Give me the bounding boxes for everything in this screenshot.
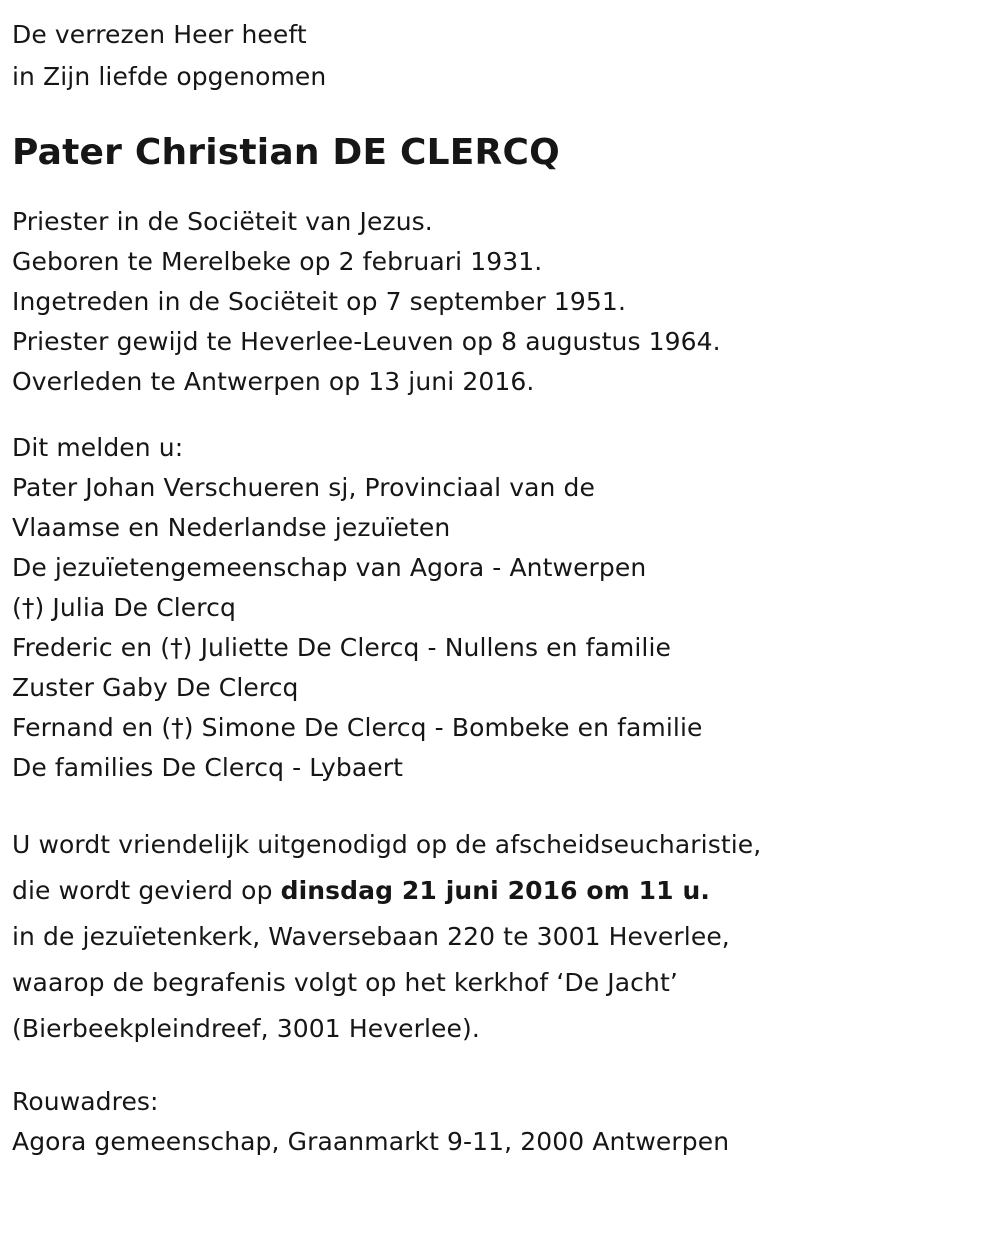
announcer-line: De families De Clercq - Lybaert xyxy=(12,753,404,782)
invitation-line-2 xyxy=(12,868,980,914)
invitation-datetime: dinsdag 21 juni 2016 om 11 u. xyxy=(280,876,710,905)
announcer-line: De jezuïetengemeenschap van Agora - Antwerpen xyxy=(12,553,647,582)
mourning-address-value: Agora gemeenschap, Graanmarkt 9-11, 2000 Antwerpen xyxy=(12,1127,730,1156)
announcement-intro: Dit melden u: xyxy=(12,433,184,462)
invitation-block xyxy=(12,822,980,1052)
invitation-line-3: in de jezuïetenkerk, Waversebaan 220 te 3001 Heverlee, xyxy=(12,922,730,951)
mourning-address-label: Rouwadres: xyxy=(12,1087,159,1116)
announcer-line: Frederic en (†) Juliette De Clercq - Nullens en familie xyxy=(12,633,672,662)
biography-line: Overleden te Antwerpen op 13 juni 2016. xyxy=(12,367,535,396)
invitation-line-2-prefix: die wordt gevierd op xyxy=(12,876,281,905)
invitation-line-5: (Bierbeekpleindreef, 3001 Heverlee). xyxy=(12,1014,480,1043)
intro-block xyxy=(12,14,980,98)
biography-line: Ingetreden in de Sociëteit op 7 september 1951. xyxy=(12,287,626,316)
announcer-line: Fernand en (†) Simone De Clercq - Bombeke en familie xyxy=(12,713,703,742)
deceased-name: Pater Christian DE CLERCQ xyxy=(12,132,560,173)
announcer-line: Pater Johan Verschueren sj, Provinciaal van de xyxy=(12,473,595,502)
invitation-line-1: U wordt vriendelijk uitgenodigd op de afscheidseucharistie, xyxy=(12,830,762,859)
announcer-line: Vlaamse en Nederlandse jezuïeten xyxy=(12,513,451,542)
biography-block xyxy=(12,202,980,402)
biography-line: Priester in de Sociëteit van Jezus. xyxy=(12,207,433,236)
announcer-line: (†) Julia De Clercq xyxy=(12,593,236,622)
invitation-line-4: waarop de begrafenis volgt op het kerkhof ‘De Jacht’ xyxy=(12,968,678,997)
intro-line-1: De verrezen Heer heeft xyxy=(12,20,307,49)
announcer-line: Zuster Gaby De Clercq xyxy=(12,673,299,702)
intro-line-2: in Zijn liefde opgenomen xyxy=(12,62,327,91)
announcers-block xyxy=(12,428,980,788)
biography-line: Geboren te Merelbeke op 2 februari 1931. xyxy=(12,247,543,276)
mourning-address-block xyxy=(12,1082,980,1162)
biography-line: Priester gewijd te Heverlee-Leuven op 8 augustus 1964. xyxy=(12,327,721,356)
